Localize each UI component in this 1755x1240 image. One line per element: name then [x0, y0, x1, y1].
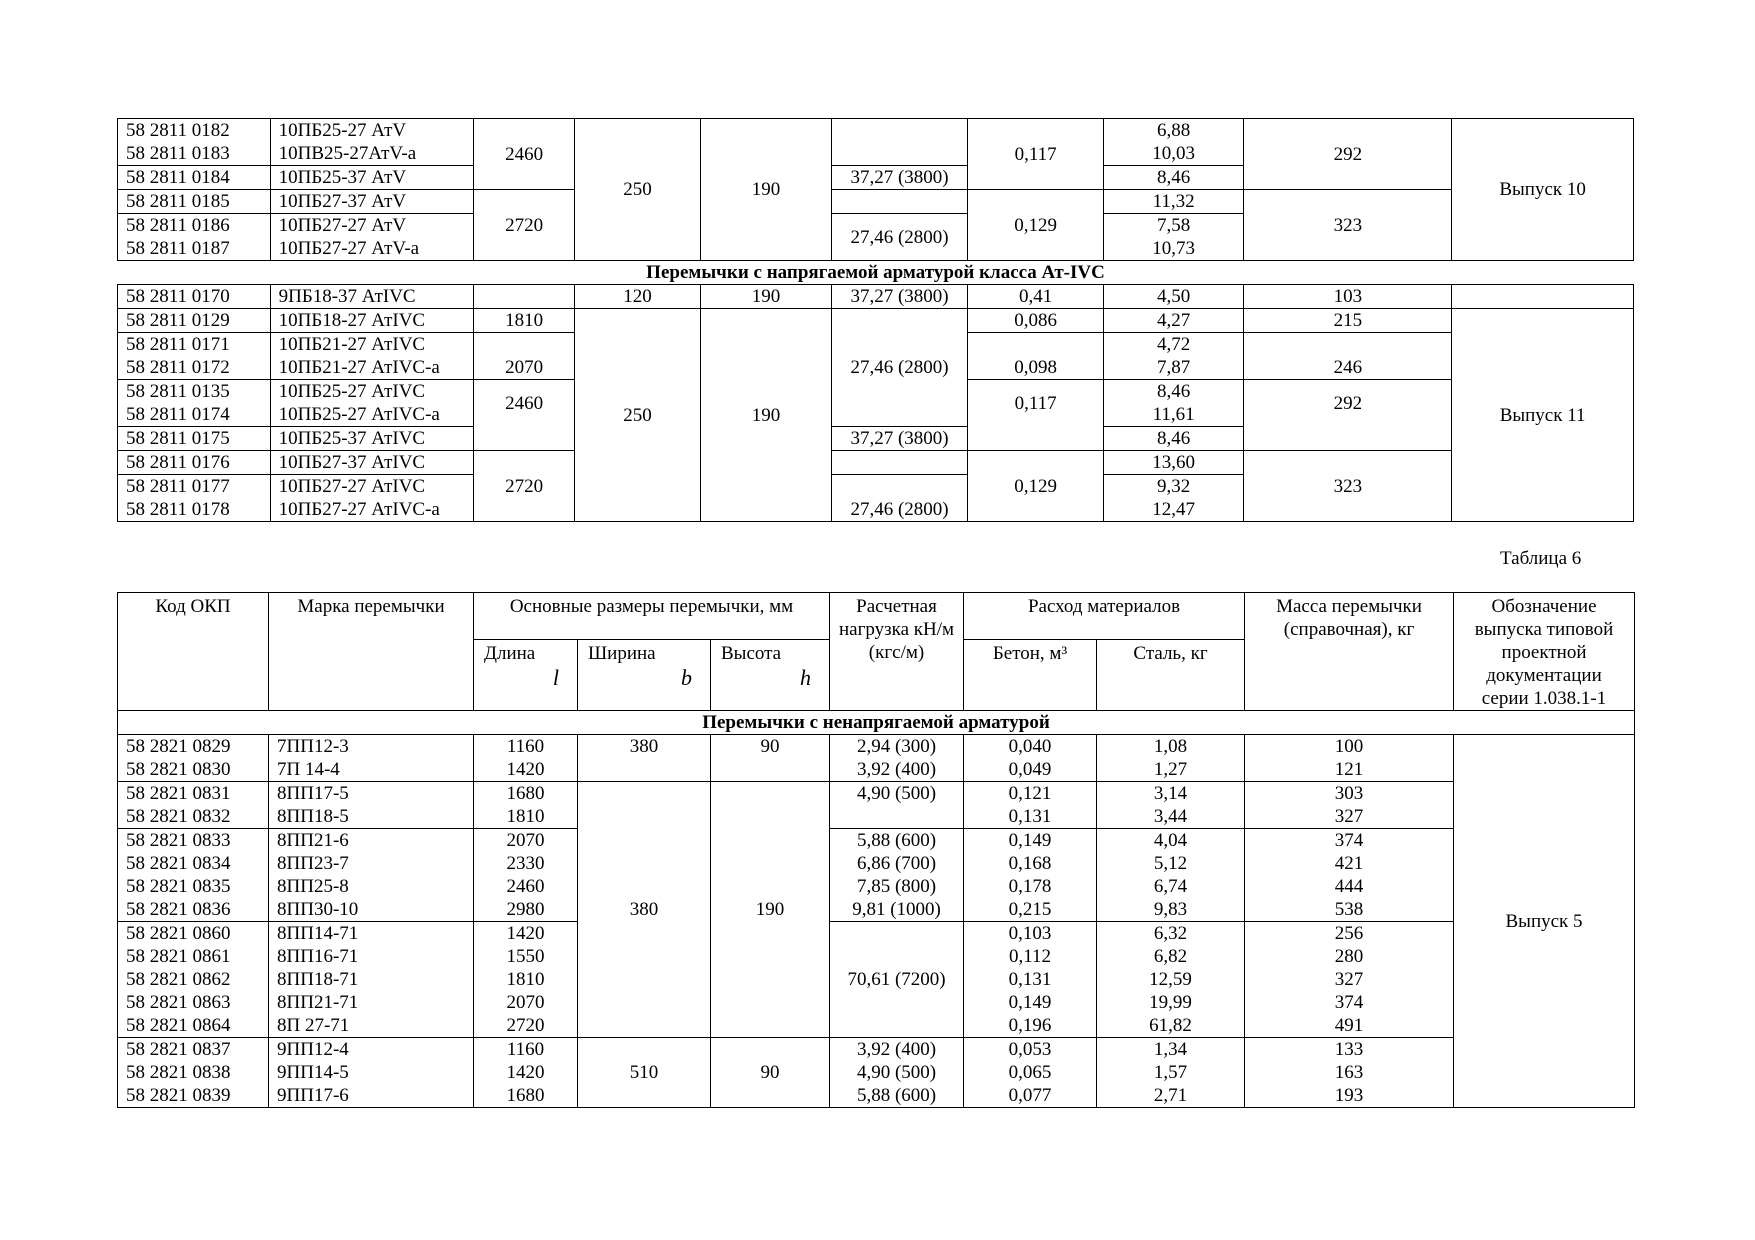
- load-cell: 37,27 (3800): [831, 166, 968, 190]
- concrete-cell: 0,053 0,065 0,077: [964, 1038, 1097, 1108]
- concrete-cell: 0,103 0,112 0,131 0,149 0,196: [964, 922, 1097, 1038]
- lintel-mark: 10ПБ25-27 АтIVC 10ПБ25-27 АтIVC-а: [270, 380, 474, 427]
- load-cell: [831, 190, 968, 214]
- length-cell: 1160 1420 1680: [474, 1038, 578, 1108]
- mass-cell: 103: [1244, 285, 1452, 309]
- steel-cell: 4,04 5,12 6,74 9,83: [1097, 829, 1245, 922]
- mass-cell: 292: [1244, 380, 1452, 451]
- header-height: Высота h: [711, 639, 830, 710]
- height-cell: 190: [701, 285, 832, 309]
- okp-code: 58 2821 0829 58 2821 0830: [118, 735, 269, 782]
- steel-cell: 6,32 6,82 12,59 19,99 61,82: [1097, 922, 1245, 1038]
- steel-cell: 9,32 12,47: [1103, 475, 1244, 522]
- lintel-mark: 10ПБ27-27 АтIVC 10ПБ27-27 АтIVC-а: [270, 475, 474, 522]
- header-mark: Марка перемычки: [269, 593, 474, 711]
- lintel-mark: 10ПБ25-37 АтIVC: [270, 427, 474, 451]
- length-cell: 1680 1810: [474, 782, 578, 829]
- length-cell: 2720: [474, 451, 574, 522]
- steel-cell: 8,46: [1103, 427, 1244, 451]
- okp-code: 58 2821 0837 58 2821 0838 58 2821 0839: [118, 1038, 269, 1108]
- lintel-mark: 8ПП17-5 8ПП18-5: [269, 782, 474, 829]
- table-caption: Таблица 6: [1500, 548, 1582, 569]
- load-cell: 37,27 (3800): [831, 285, 968, 309]
- steel-cell: 8,46 11,61: [1103, 380, 1244, 427]
- width-cell: 250: [574, 309, 701, 522]
- load-cell: 27,46 (2800): [831, 214, 968, 261]
- mass-cell: 374 421 444 538: [1245, 829, 1454, 922]
- steel-cell: 4,27: [1103, 309, 1244, 333]
- length-cell: 2460: [474, 119, 574, 190]
- steel-cell: 6,88 10,03: [1103, 119, 1244, 166]
- header-steel: Сталь, кг: [1097, 639, 1245, 710]
- okp-code: 58 2811 0129: [118, 309, 271, 333]
- concrete-cell: 0,129: [968, 190, 1104, 261]
- width-cell: 120: [574, 285, 701, 309]
- doc-cell: Выпуск 11: [1452, 309, 1634, 522]
- steel-cell: 8,46: [1103, 166, 1244, 190]
- header-code: Код ОКП: [118, 593, 269, 711]
- lintel-mark: 10ПБ21-27 АтIVC 10ПБ21-27 АтIVC-а: [270, 333, 474, 380]
- mass-cell: 256 280 327 374 491: [1245, 922, 1454, 1038]
- width-cell: 380: [578, 735, 711, 782]
- header-width: Ширина b: [578, 639, 711, 710]
- length-cell: 2720: [474, 190, 574, 261]
- okp-code: 58 2811 0175: [118, 427, 271, 451]
- okp-code: 58 2811 0176: [118, 451, 271, 475]
- table-row: [118, 190, 1634, 214]
- concrete-cell: 0,040 0,049: [964, 735, 1097, 782]
- steel-cell: 1,34 1,57 2,71: [1097, 1038, 1245, 1108]
- lintel-mark: 10ПБ18-27 АтIVC: [270, 309, 474, 333]
- header-doc: Обозначение выпуска типовой проектной документации серии 1.038.1-1: [1454, 593, 1635, 711]
- section-title: Перемычки с напрягаемой арматурой класса Ат-IVC: [118, 261, 1634, 285]
- okp-code: 58 2811 0177 58 2811 0178: [118, 475, 271, 522]
- load-cell: [831, 451, 968, 475]
- load-cell: 4,90 (500): [830, 782, 964, 829]
- lintel-mark: 8ПП21-6 8ПП23-7 8ПП25-8 8ПП30-10: [269, 829, 474, 922]
- table-row: [118, 1038, 1635, 1108]
- lintel-mark: 10ПБ25-37 АтV: [270, 166, 474, 190]
- table-row: [118, 829, 1635, 922]
- steel-cell: 1,08 1,27: [1097, 735, 1245, 782]
- length-cell: 2070: [474, 333, 574, 380]
- doc-cell: Выпуск 10: [1452, 119, 1634, 261]
- load-cell: 27,46 (2800): [831, 475, 968, 522]
- lintel-table-continuation: [117, 118, 1634, 522]
- concrete-cell: 0,098: [968, 333, 1104, 380]
- concrete-cell: 0,129: [968, 451, 1104, 522]
- load-cell: [831, 119, 968, 166]
- length-cell: 1810: [474, 309, 574, 333]
- lintel-mark: 9ПП12-4 9ПП14-5 9ПП17-6: [269, 1038, 474, 1108]
- width-cell: 510: [578, 1038, 711, 1108]
- okp-code: 58 2811 0135 58 2811 0174: [118, 380, 271, 427]
- height-cell: 90: [711, 735, 830, 782]
- width-cell: 380: [578, 782, 711, 1038]
- lintel-mark: 7ПП12-3 7П 14-4: [269, 735, 474, 782]
- mass-cell: 323: [1244, 451, 1452, 522]
- okp-code: 58 2811 0185: [118, 190, 271, 214]
- lintel-mark: 8ПП14-71 8ПП16-71 8ПП18-71 8ПП21-71 8П 27-71: [269, 922, 474, 1038]
- header-mass: Масса перемычки (справочная), кг: [1245, 593, 1454, 711]
- lintel-table-6: [117, 592, 1635, 1108]
- length-cell: 1420 1550 1810 2070 2720: [474, 922, 578, 1038]
- load-cell: 5,88 (600) 6,86 (700) 7,85 (800) 9,81 (1000): [830, 829, 964, 922]
- table-row: [118, 922, 1635, 1038]
- concrete-cell: 0,149 0,168 0,178 0,215: [964, 829, 1097, 922]
- table-row: [118, 119, 1634, 166]
- length-cell: [474, 285, 574, 309]
- header-length: Длина l: [474, 639, 578, 710]
- steel-cell: 4,50: [1103, 285, 1244, 309]
- okp-code: 58 2821 0833 58 2821 0834 58 2821 0835 58 2821 0836: [118, 829, 269, 922]
- doc-cell: [1452, 285, 1634, 309]
- mass-cell: 323: [1244, 190, 1452, 261]
- lintel-mark: 9ПБ18-37 АтIVC: [270, 285, 474, 309]
- concrete-cell: 0,121 0,131: [964, 782, 1097, 829]
- mass-cell: 303 327: [1245, 782, 1454, 829]
- load-cell: 3,92 (400) 4,90 (500) 5,88 (600): [830, 1038, 964, 1108]
- section-row: [118, 711, 1635, 735]
- load-cell: 27,46 (2800): [831, 309, 968, 427]
- concrete-cell: 0,117: [968, 119, 1104, 190]
- okp-code: 58 2811 0184: [118, 166, 271, 190]
- header-load: Расчетная нагрузка кН/м (кгс/м): [830, 593, 964, 711]
- steel-cell: 3,14 3,44: [1097, 782, 1245, 829]
- concrete-cell: 0,117: [968, 380, 1104, 451]
- section-title: Перемычки с ненапрягаемой арматурой: [118, 711, 1635, 735]
- height-cell: 190: [701, 119, 832, 261]
- concrete-cell: 0,086: [968, 309, 1104, 333]
- length-cell: 1160 1420: [474, 735, 578, 782]
- okp-code: 58 2821 0860 58 2821 0861 58 2821 0862 58 2821 0863 58 2821 0864: [118, 922, 269, 1038]
- steel-cell: 4,72 7,87: [1103, 333, 1244, 380]
- okp-code: 58 2811 0182 58 2811 0183: [118, 119, 271, 166]
- lintel-mark: 10ПБ27-37 АтV: [270, 190, 474, 214]
- mass-cell: 100 121: [1245, 735, 1454, 782]
- table-row: [118, 735, 1635, 782]
- mass-cell: 215: [1244, 309, 1452, 333]
- mass-cell: 292: [1244, 119, 1452, 190]
- okp-code: 58 2811 0171 58 2811 0172: [118, 333, 271, 380]
- length-cell: 2070 2330 2460 2980: [474, 829, 578, 922]
- lintel-mark: 10ПБ27-27 АтV 10ПБ27-27 АтV-а: [270, 214, 474, 261]
- concrete-cell: 0,41: [968, 285, 1104, 309]
- table-row: [118, 285, 1634, 309]
- steel-cell: 13,60: [1103, 451, 1244, 475]
- height-cell: 190: [711, 782, 830, 1038]
- header-dims: Основные размеры перемычки, мм: [474, 593, 830, 640]
- header-row: [118, 593, 1635, 640]
- okp-code: 58 2821 0831 58 2821 0832: [118, 782, 269, 829]
- height-cell: 90: [711, 1038, 830, 1108]
- doc-cell: Выпуск 5: [1454, 735, 1635, 1108]
- table-row: [118, 782, 1635, 829]
- length-cell: 2460: [474, 380, 574, 451]
- steel-cell: 11,32: [1103, 190, 1244, 214]
- width-cell: 250: [574, 119, 701, 261]
- table-row: [118, 309, 1634, 333]
- lintel-mark: 10ПБ25-27 АтV 10ПВ25-27АтV-а: [270, 119, 474, 166]
- header-materials: Расход материалов: [964, 593, 1245, 640]
- lintel-mark: 10ПБ27-37 АтIVC: [270, 451, 474, 475]
- load-cell: 37,27 (3800): [831, 427, 968, 451]
- header-concrete: Бетон, м³: [964, 639, 1097, 710]
- mass-cell: 133 163 193: [1245, 1038, 1454, 1108]
- mass-cell: 246: [1244, 333, 1452, 380]
- table-row: [118, 451, 1634, 475]
- okp-code: 58 2811 0170: [118, 285, 271, 309]
- steel-cell: 7,58 10,73: [1103, 214, 1244, 261]
- load-cell: 70,61 (7200): [830, 922, 964, 1038]
- load-cell: 2,94 (300) 3,92 (400): [830, 735, 964, 782]
- okp-code: 58 2811 0186 58 2811 0187: [118, 214, 271, 261]
- height-cell: 190: [701, 309, 832, 522]
- section-row: [118, 261, 1634, 285]
